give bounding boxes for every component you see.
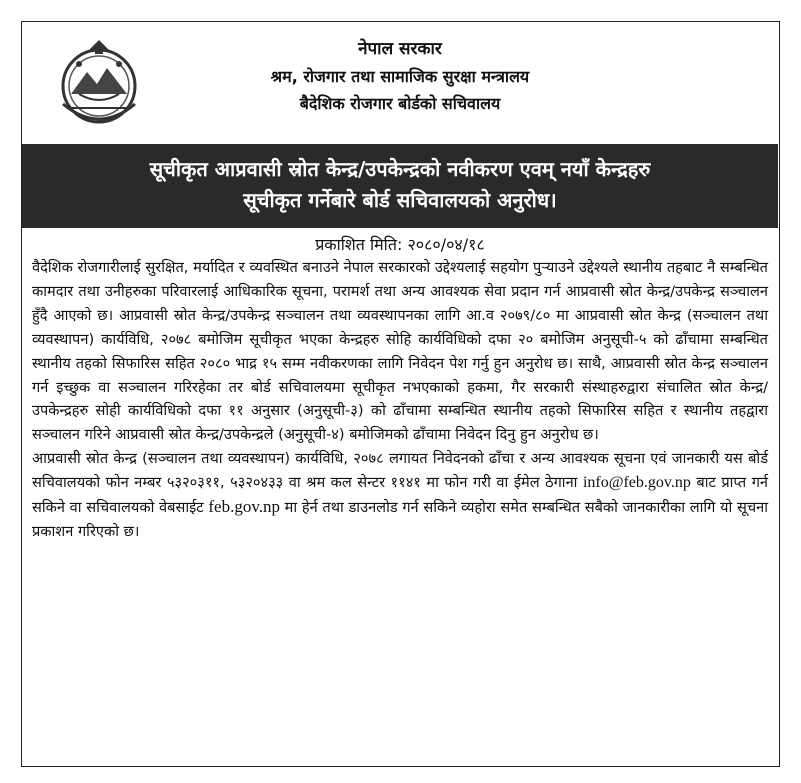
notice-title-line2: सूचीकृत गर्नेबारे बोर्ड सचिवालयको अनुरोध। (243, 188, 557, 212)
published-date-line (22, 234, 778, 256)
website-link[interactable]: feb.gov.np (208, 497, 280, 517)
government-name: नेपाल सरकार (358, 39, 442, 59)
ministry-name: श्रम, रोजगार तथा सामाजिक सुरक्षा मन्त्रालय (270, 67, 530, 86)
notice-frame (21, 21, 780, 767)
paragraph-2-part3: मा हेर्न तथा डाउनलोड गर्न सकिने व्यहोरा समेत सम्बन्धित सबैको जानकारीका लागि यो सूचना प्रकाशन गरिएको छ। (32, 499, 769, 540)
notice-header (22, 22, 778, 142)
published-label: प्रकाशित मिति: (315, 235, 403, 254)
paragraph-1: वैदेशिक रोजगारीलाई सुरक्षित, मर्यादित र व्यवस्थित बनाउने नेपाल सरकारको उद्देश्यलाई सहयोग पुऱ्याउने उद्देश्यले स्थानीय तहबाट नै सम्बन्धित कामदार तथा उनीहरुका परिवारलाई आधिकारिक सूचना, परामर्श तथा अन्य आवश्यक सेवा प्रदान गर्न आप्रवासी स्रोत केन्द्र/उपकेन्द्र सञ्चालन हुँदै आएको छ। आप्रवासी स्रोत केन्द्र/उपकेन्द्र सञ्चालन तथा व्यवस्थापनका लागि आ.व २०७९/८० मा आप्रवासी स्रोत केन्द्र (सञ्चालन तथा व्यवस्थापन) कार्यविधि, २०७८ बमोजिम सूचीकृत भएका केन्द्रहरु सोहि कार्यविधिको दफा २० बमोजिम अनुसूची-५ को ढाँचामा सम्बन्धित स्थानीय तहको सिफारिस सहित २०८० भाद्र १५ सम्म नवीकरणका लागि निवेदन पेश गर्नु हुन अनुरोध छ। साथै, आप्रवासी स्रोत केन्द्र सञ्चालन गर्न इच्छुक वा सञ्चालन गरिरहेका तर बोर्ड सचिवालयमा सूचीकृत नभएकाको हकमा, गैर सरकारी संस्थाहरुद्वारा संचालित स्रोत केन्द्र/उपकेन्द्रहरु सोही कार्यविधिको दफा ११ अनुसार (अनुसूची-३) को ढाँचामा सम्बन्धित स्थानीय तहको सिफारिस सहित र स्थानीय तहद्वारा सञ्चालन गरिने आप्रवासी स्रोत केन्द्र/उपकेन्द्रले (अनुसूची-४) बमोजिमको ढाँचामा निवेदन दिनु हुन अनुरोध छ। (32, 259, 768, 444)
paragraph-2 (32, 447, 768, 544)
notice-title-banner (22, 144, 778, 228)
notice-body (32, 256, 768, 544)
notice-title-line1: सूचीकृत आप्रवासी स्रोत केन्द्र/उपकेन्द्रको नवीकरण एवम् नयाँ केन्द्रहरु (149, 157, 651, 181)
office-names (142, 36, 658, 117)
email-link[interactable]: info@feb.gov.np (582, 474, 691, 492)
nepal-government-emblem-icon (49, 34, 149, 134)
paragraph-2-part2: बाट प्राप्त गर्न सकिने वा सचिवालयको वेबसाईट (32, 474, 769, 517)
secretariat-name: बैदेशिक रोजगार बोर्डको सचिवालय (299, 94, 501, 113)
paragraph-2-part1: आप्रवासी स्रोत केन्द्र (सञ्चालन तथा व्यवस्थापन) कार्यविधि, २०७८ लगायत निवेदनको ढाँचा र अन्य आवश्यक सूचना एवं जानकारी यस बोर्ड सचिवालयको फोन नम्बर ५३२०३११, ५३२०४३३ वा श्रम कल सेन्टर ११४१ मा फोन गरी वा ईमेल ठेगाना (32, 450, 768, 492)
published-date: २०८०/०४/१८ (407, 235, 485, 254)
